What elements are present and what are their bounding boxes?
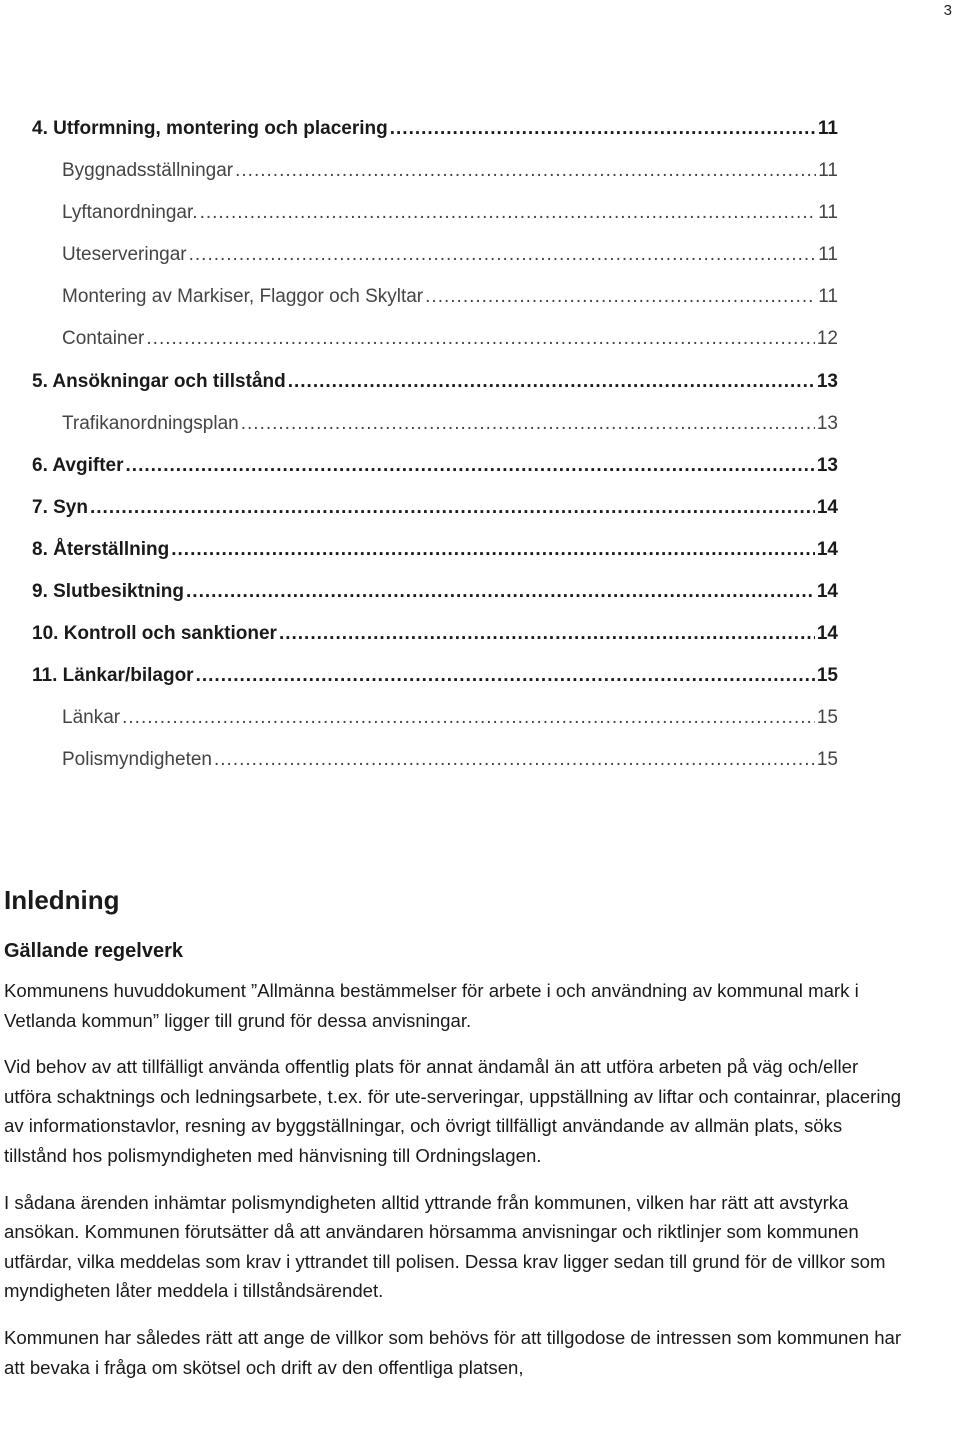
toc-entry[interactable] xyxy=(32,238,838,280)
toc-entry[interactable] xyxy=(32,322,838,364)
toc-entry-page: 14 xyxy=(816,538,838,560)
toc-entry-page: 14 xyxy=(816,623,838,645)
toc-entry-title: 11. Länkar/bilagor xyxy=(32,665,194,687)
toc-entry[interactable] xyxy=(32,196,838,238)
toc-entry-page: 15 xyxy=(816,707,838,729)
toc-entry[interactable] xyxy=(32,659,838,701)
toc-entry[interactable] xyxy=(32,743,838,785)
toc-dot-leader xyxy=(241,407,815,441)
toc-entry-title: Lyftanordningar. xyxy=(62,202,198,224)
toc-entry-title: Uteserveringar xyxy=(62,244,187,266)
toc-entry-page: 13 xyxy=(816,454,838,476)
toc-entry-title: 10. Kontroll och sanktioner xyxy=(32,623,277,645)
toc-dot-leader xyxy=(196,659,815,693)
toc-entry[interactable] xyxy=(32,617,838,659)
toc-dot-leader xyxy=(279,617,815,651)
toc-entry-title: Montering av Markiser, Flaggor och Skyltar xyxy=(62,286,424,308)
toc-entry-title: Container xyxy=(62,328,145,350)
toc-entry-page: 11 xyxy=(818,244,838,266)
toc-dot-leader xyxy=(425,280,816,314)
toc-entry-page: 14 xyxy=(816,581,838,603)
toc-dot-leader xyxy=(122,701,815,735)
toc-entry-title: 5. Ansökningar och tillstånd xyxy=(32,370,286,392)
toc-entry-page: 11 xyxy=(818,286,838,308)
toc-entry-page: 11 xyxy=(818,202,838,224)
toc-dot-leader xyxy=(171,533,815,567)
toc-dot-leader xyxy=(186,575,815,609)
toc-entry-page: 13 xyxy=(816,370,838,392)
toc-entry-title: Byggnadsställningar xyxy=(62,160,234,182)
toc-dot-leader xyxy=(390,112,816,146)
body-paragraph: Kommunen har således rätt att ange de villkor som behövs för att tillgodose de intressen som kommunen har att bevaka i fråga om skötsel och drift av den offentliga platsen, xyxy=(4,1326,902,1378)
body-paragraph: Vid behov av att tillfälligt använda offentlig plats för annat ändamål än att utföra arbeten på väg och/eller utföra schaktnings och ledningsarbete, t.ex. för ute-serveringar, uppställning av liftar och containrar, placering av informationstavlor, resning av byggställningar, och övrigt tillfälligt användande av allmän plats, söks tillstånd hos polismyndigheten med hänvisning till Ordningslagen. xyxy=(4,1056,902,1166)
toc-entry-title: Polismyndigheten xyxy=(62,749,212,771)
toc-entry-title: Trafikanordningsplan xyxy=(62,412,239,434)
toc-entry-title: 8. Återställning xyxy=(32,538,170,560)
toc-entry[interactable] xyxy=(32,701,838,743)
toc-entry-page: 12 xyxy=(816,328,838,350)
table-of-contents xyxy=(32,112,838,786)
toc-entry-page: 14 xyxy=(816,496,838,518)
section-subheading: Gällande regelverk xyxy=(4,940,183,962)
toc-entry[interactable] xyxy=(32,112,838,154)
toc-entry-page: 13 xyxy=(816,412,838,434)
toc-entry-title: 9. Slutbesiktning xyxy=(32,581,185,603)
toc-dot-leader xyxy=(189,238,817,272)
toc-dot-leader xyxy=(235,154,816,188)
toc-entry-page: 11 xyxy=(818,160,838,182)
toc-entry[interactable] xyxy=(32,407,838,449)
toc-dot-leader xyxy=(146,322,814,356)
toc-dot-leader xyxy=(90,491,815,525)
body-paragraph: Kommunens huvuddokument ”Allmänna bestämmelser för arbete i och användning av kommunal mark i Vetlanda kommun” ligger till grund för dessa anvisningar. xyxy=(4,980,859,1031)
toc-dot-leader xyxy=(214,743,815,777)
toc-entry-title: 4. Utformning, montering och placering xyxy=(32,118,388,139)
toc-entry[interactable] xyxy=(32,154,838,196)
section-introduction xyxy=(4,878,904,1382)
toc-dot-leader xyxy=(126,449,815,483)
toc-entry[interactable] xyxy=(32,533,838,575)
toc-dot-leader xyxy=(288,365,815,399)
section-heading: Inledning xyxy=(4,885,120,915)
toc-entry-title: Länkar xyxy=(62,707,121,729)
toc-dot-leader xyxy=(200,196,817,230)
toc-entry-title: 6. Avgifter xyxy=(32,454,124,476)
toc-entry[interactable] xyxy=(32,491,838,533)
toc-entry-title: 7. Syn xyxy=(32,496,88,518)
toc-entry-page: 15 xyxy=(816,665,838,687)
toc-entry[interactable] xyxy=(32,365,838,407)
toc-entry[interactable] xyxy=(32,575,838,617)
toc-entry[interactable] xyxy=(32,280,838,322)
toc-entry[interactable] xyxy=(32,449,838,491)
page-number: 3 xyxy=(943,2,952,19)
toc-entry-page: 15 xyxy=(816,749,838,771)
body-paragraph: I sådana ärenden inhämtar polismyndigheten alltid yttrande från kommunen, vilken har rätt att avstyrka ansökan. Kommunen förutsätter då att användaren hörsamma anvisningar och riktlinjer som kommunen utfärdar, vilka meddelas som krav i yttrandet till polisen. Dessa krav ligger sedan till grund för de villkor som myndigheten låter meddela i tillståndsärendet. xyxy=(4,1191,886,1302)
toc-entry-page: 11 xyxy=(817,118,838,139)
